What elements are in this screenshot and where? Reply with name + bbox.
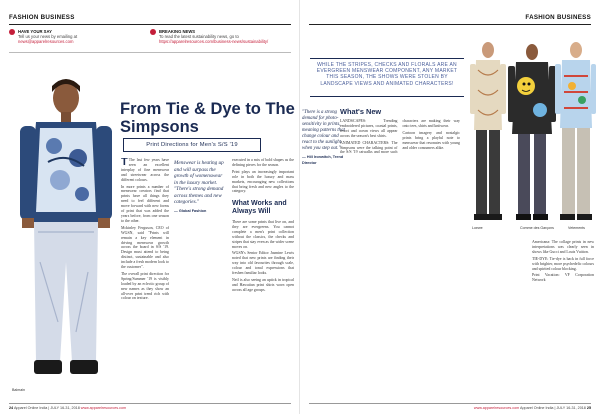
- paragraph: In more prints a number of menswear creators find that prints have all things they need to feel different and move forward with new forms of print that was added the years before, from one season to the other.: [121, 184, 169, 223]
- folio-website[interactable]: www.apparelresources.com: [473, 406, 520, 410]
- photo-caption: Loewe: [472, 226, 483, 230]
- paragraph: The overall print direction for Spring/Summer '19 is visibly loaded by an eclectic group of new names as they show an all-over print trend rich with colour on texture.: [121, 271, 169, 301]
- paragraph: Americana: The collage prints in new interpretations was clearly seen in shows like Gucci and Louis Vuitton.: [532, 240, 594, 254]
- news-link[interactable]: https://apparelresources.com/business-news/sustainability/: [159, 39, 269, 44]
- top-rule-right: [309, 24, 591, 25]
- bottom-rule-right: [309, 403, 591, 404]
- page-number: 25: [586, 406, 591, 410]
- paragraph: Neil is also seeing an uptick in tropical and Hawaiian print shirts worn open across all age groups.: [232, 277, 294, 292]
- bulletin-breaking-news: [159, 29, 294, 44]
- paragraph: There are some prints that live on, and they are evergreens. You cannot complete a men's print collection without the classics, the checks and stripes that stay even as the wider scene moves on.: [232, 220, 294, 249]
- page-number: 24: [9, 406, 14, 410]
- runway-photos: [468, 30, 596, 234]
- article-column-3b: [232, 220, 294, 390]
- pull-quote-source: — Hill Ironwitch, Trend Director: [302, 155, 344, 165]
- folio-website[interactable]: www.apparelresources.com: [80, 406, 127, 410]
- model-photo-balmain: [8, 62, 116, 394]
- top-rule-left: [9, 24, 291, 25]
- pull-quote-text: "There is a strong demand for photo-sensitivity in prints, meaning patterns that change colour and react to the sunlight when you step out.": [302, 110, 345, 151]
- paragraph: Cartoon imagery and nostalgic prints bring a playful note to menswear that resonates with young and older consumers alike.: [402, 130, 460, 150]
- pull-quote-1: [174, 160, 224, 214]
- paragraph: ANIMATED CHARACTERS: The Simpsons were the talking point of the S/S '19 catwalks and more such characters are making their way onto tees, shirts and knitwear.: [340, 119, 460, 155]
- paragraph: WGSN's Senior Editor Jasmine Lewis noted that new prints are finding their way into old favourites through scale, colour and tonal expressions that freshen familiar looks.: [232, 251, 294, 276]
- article-column-3: [232, 158, 294, 194]
- bottom-rule-left: [9, 403, 291, 404]
- article-column-1: [121, 158, 169, 390]
- runway-illustration: [468, 30, 596, 234]
- photo-caption: Comme des Garçons: [520, 226, 554, 230]
- paragraph: executed in a mix of bold shapes as the defining pieces for the season.: [232, 158, 294, 167]
- divider: [9, 52, 291, 53]
- paragraph: LANDSCAPES: Trending embroidered pictures, coastal prints, resort and ocean views all appear across the season's best shirts.: [340, 119, 398, 138]
- paragraph: Print plays an increasingly important role in both the luxury and mass markets, encouraging new collections that bring fresh and new angles to the category.: [232, 169, 294, 194]
- bulletin-text: To read the latest sustainability news, go to: [159, 34, 239, 39]
- folio-right: [474, 406, 591, 410]
- info-icon: [150, 29, 156, 35]
- section-label-left: FASHION BUSINESS: [9, 14, 75, 21]
- paragraph: TIE-DYE: Tie-dye is back in full force with brighter, more psychedelic colours and spirited colour blocking.: [532, 256, 594, 271]
- pull-quote-text: Menswear is heating up and will surpass the growth of womenswear in the luxury market. "There's strong demand across themes and new categories.": [174, 160, 224, 205]
- quote-rule-bottom: [310, 96, 464, 97]
- info-icon: [9, 29, 15, 35]
- feature-quote: WHILE THE STRIPES, CHECKS AND FLORALS ARE AN EVERGREEN MENSWEAR COMPONENT, ANY MARKET THIS SEASON, THE SHOWS WERE STOLEN BY LANDSCAPE VIEWS AND ANIMATED CHARACTERS!: [316, 62, 458, 87]
- paragraph: The last few years have seen an excellent interplay of fine menswear and streetwear across the different colours.: [121, 158, 169, 182]
- drop-cap: T: [121, 158, 128, 168]
- email-link[interactable]: news@apparelresources.com: [18, 39, 74, 44]
- folio-left: [9, 406, 126, 410]
- folio-text: Apparel Online India | JULY 16-31, 2018: [13, 406, 80, 410]
- photo-caption: Balmain: [12, 388, 25, 392]
- subheading-whats-new: What's New: [340, 107, 382, 116]
- article-column-whats-new: [340, 119, 460, 391]
- right-page: [300, 0, 600, 414]
- folio-text: Apparel Online India | JULY 16-31, 2018: [520, 406, 586, 410]
- bulletin-heading: BREAKING NEWS: [159, 29, 196, 34]
- photo-caption: Vetements: [568, 226, 585, 230]
- paragraph: Mckinley Ferguson, CEO of WGSN, said "Prints will remain a key element in driving menswear growth across the board in S/S '19. Design must attend to being distinct, sustainable and also include a fresh modern look to the customer".: [121, 225, 169, 270]
- section-label-right: FASHION BUSINESS: [525, 14, 591, 21]
- bulletin-have-your-say: [18, 29, 128, 44]
- model-illustration: [8, 62, 116, 394]
- bulletin-heading: HAVE YOUR SAY: [18, 29, 52, 34]
- article-column-right: [532, 240, 594, 390]
- bulletin-text: Tell us your news by emailing at: [18, 34, 78, 39]
- subheadline: Print Directions for Men's S/S '19: [123, 138, 261, 152]
- quote-rule-top: [310, 58, 464, 59]
- page-title: From Tie & Dye to The Simpsons: [120, 100, 295, 136]
- subheading-what-works: What Works and Always Will: [232, 200, 287, 215]
- paragraph: Print Vacation: VF Corporation Network: [532, 273, 594, 283]
- pull-quote-source: — Global Fashion: [174, 208, 207, 213]
